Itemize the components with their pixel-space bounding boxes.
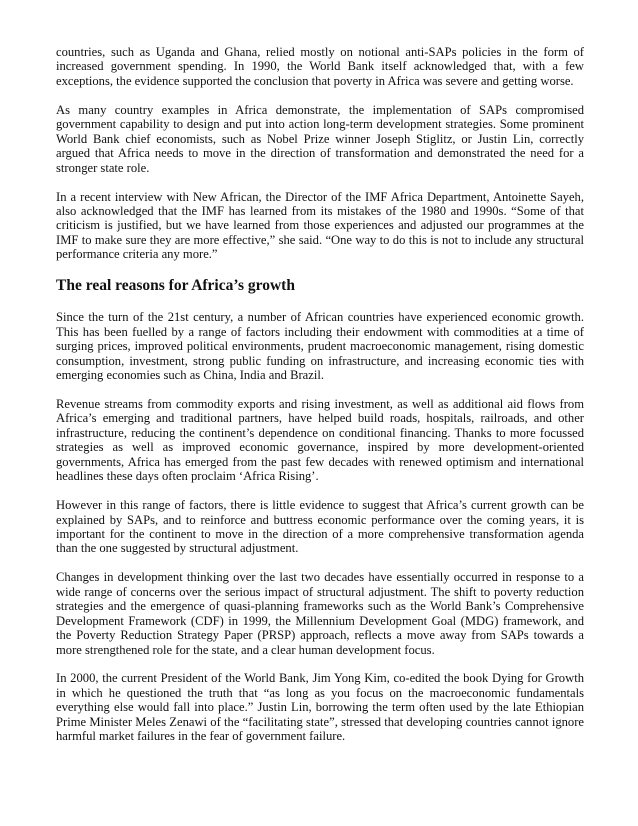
- paragraph: In a recent interview with New African, the Director of the IMF Africa Department, Antoinette Sayeh, also acknowledged that the IMF has learned from its mistakes of the 1980 and 1990s. “Some of that criticism is justified, but we have learned from those experiences and adjusted our programmes at the IMF to make sure they are more effective,” she said. “One way to do this is not to include any structural performance criteria any more.”: [56, 189, 584, 262]
- paragraph: However in this range of factors, there is little evidence to suggest that Africa’s current growth can be explained by SAPs, and to reinforce and buttress economic performance over the coming years, it is important for the continent to move in the direction of a more comprehensive transformation agenda than the one suggested by structural adjustment.: [56, 498, 584, 556]
- document-page: [56, 45, 584, 758]
- paragraph: countries, such as Uganda and Ghana, relied mostly on notional anti-SAPs policies in the form of increased government spending. In 1990, the World Bank itself acknowledged that, with a few exceptions, the evidence supported the conclusion that poverty in Africa was severe and getting worse.: [56, 45, 584, 88]
- paragraph: Since the turn of the 21st century, a number of African countries have experienced economic growth. This has been fuelled by a range of factors including their endowment with commodities at a time of surging prices, improved political environments, prudent macroeconomic management, rising domestic consumption, investment, strong public funding on infrastructure, and increasing economic ties with emerging economies such as China, India and Brazil.: [56, 310, 584, 383]
- paragraph: In 2000, the current President of the World Bank, Jim Yong Kim, co-edited the book Dying for Growth in which he questioned the truth that “as long as you focus on the macroeconomic fundamentals everything else would fall into place.” Justin Lin, borrowing the term often used by the late Ethiopian Prime Minister Meles Zenawi of the “facilitating state”, stressed that developing countries cannot ignore harmful market failures in the fear of government failure.: [56, 671, 584, 744]
- paragraph: As many country examples in Africa demonstrate, the implementation of SAPs compromised government capability to design and put into action long-term development strategies. Some prominent World Bank chief economists, such as Nobel Prize winner Joseph Stiglitz, or Justin Lin, correctly argued that Africa needs to move in the direction of transformation and demonstrated the need for a stronger state role.: [56, 102, 584, 175]
- paragraph: Changes in development thinking over the last two decades have essentially occurred in response to a wide range of concerns over the serious impact of structural adjustment. The shift to poverty reduction strategies and the emergence of quasi-planning frameworks such as the World Bank’s Comprehensive Development Framework (CDF) in 1999, the Millennium Development Goal (MDG) framework, and the Poverty Reduction Strategy Paper (PRSP) approach, reflects a move away from SAPs towards a more strengthened role for the state, and a clear human development focus.: [56, 570, 584, 657]
- section-heading: The real reasons for Africa’s growth: [56, 277, 295, 295]
- paragraph: Revenue streams from commodity exports and rising investment, as well as additional aid flows from Africa’s emerging and traditional partners, have helped build roads, hospitals, railroads, and other infrastructure, reducing the continent’s dependence on conditional financing. Thanks to more focussed strategies as well as improved economic governance, inspired by more development-oriented governments, Africa has emerged from the past few decades with renewed optimism and international headlines these days often proclaim ‘Africa Rising’.: [56, 396, 584, 484]
